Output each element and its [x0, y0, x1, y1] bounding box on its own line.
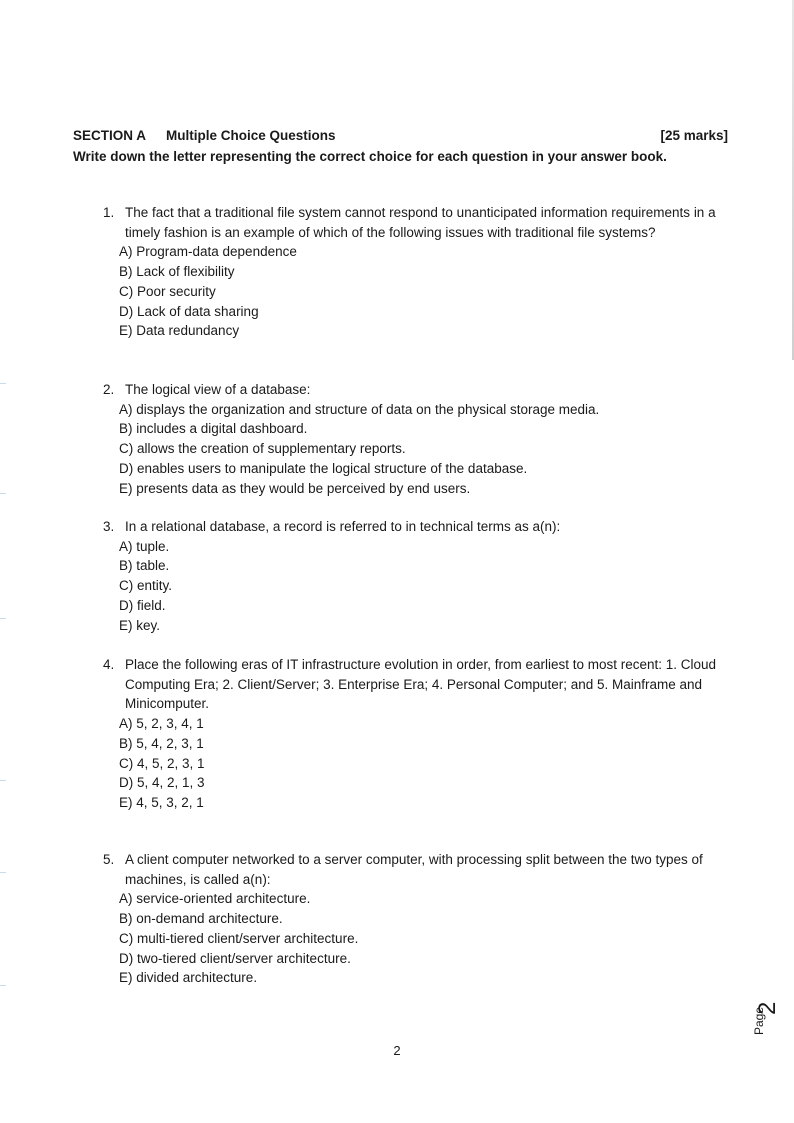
question-text: In a relational database, a record is referred to in technical terms as a(n):	[125, 519, 561, 534]
question-number: 2.	[103, 382, 115, 397]
option-b: B) 5, 4, 2, 3, 1	[119, 735, 204, 751]
option-c: C) allows the creation of supplementary reports.	[119, 441, 406, 457]
option-a: A) Program-data dependence	[119, 244, 297, 260]
option-d: D) enables users to manipulate the logical structure of the database.	[119, 460, 528, 476]
option-list	[119, 714, 733, 813]
option-e: E) key.	[119, 617, 161, 633]
option-c: C) entity.	[119, 578, 173, 594]
option-e: E) Data redundancy	[119, 323, 240, 339]
option-c: C) multi-tiered client/server architecture.	[119, 930, 359, 946]
question-text: The logical view of a database:	[125, 382, 311, 397]
option-b: B) on-demand architecture.	[119, 911, 283, 927]
question-number: 3.	[103, 519, 115, 534]
option-d: D) field.	[119, 597, 166, 613]
question-3	[103, 517, 733, 635]
option-d: D) Lack of data sharing	[119, 303, 259, 319]
section-label: SECTION A	[73, 128, 147, 143]
page-stamp	[744, 995, 784, 1043]
option-a: A) displays the organization and structure of data on the physical storage media.	[119, 401, 600, 417]
option-e: E) presents data as they would be perceived by end users.	[119, 480, 471, 496]
option-list	[119, 889, 733, 988]
option-a: A) service-oriented architecture.	[119, 891, 311, 907]
section-heading-row	[73, 126, 728, 146]
option-e: E) divided architecture.	[119, 970, 258, 986]
question-number: 4.	[103, 657, 115, 672]
section-heading	[73, 126, 336, 146]
section-header	[73, 126, 728, 167]
option-b: B) Lack of flexibility	[119, 264, 235, 280]
option-c: C) 4, 5, 2, 3, 1	[119, 755, 205, 771]
question-number: 5.	[103, 852, 115, 867]
section-marks: [25 marks]	[660, 128, 728, 143]
option-d: D) two-tiered client/server architecture.	[119, 950, 351, 966]
option-list	[119, 400, 733, 499]
option-a: A) 5, 2, 3, 4, 1	[119, 716, 204, 732]
page-stamp-number: 2	[754, 1001, 781, 1015]
option-list	[119, 537, 733, 636]
question-text: The fact that a traditional file system cannot respond to unanticipated information requirements in a timely fashion is an example of which of the following issues with traditional file systems?	[125, 205, 716, 240]
option-d: D) 5, 4, 2, 1, 3	[119, 775, 205, 791]
option-e: E) 4, 5, 3, 2, 1	[119, 794, 204, 810]
option-b: B) includes a digital dashboard.	[119, 421, 308, 437]
option-list	[119, 242, 733, 341]
question-number: 1.	[103, 205, 115, 220]
question-5	[103, 850, 733, 988]
option-c: C) Poor security	[119, 283, 216, 299]
question-2	[103, 380, 733, 498]
option-a: A) tuple.	[119, 538, 170, 554]
page-stamp-word: Page	[752, 1006, 766, 1035]
question-text: Place the following eras of IT infrastructure evolution in order, from earliest to most recent: 1. Cloud Computing Era; 2. Client/Server; 3. Enterprise Era; 4. Personal Computer; and 5. Mainframe and Minicomputer.	[125, 657, 717, 712]
instruction-text: Write down the letter representing the correct choice for each question in your answer book.	[73, 149, 667, 164]
option-b: B) table.	[119, 558, 170, 574]
section-title: Multiple Choice Questions	[166, 128, 336, 143]
page-number: 2	[393, 1043, 401, 1058]
question-4	[103, 655, 733, 813]
question-1	[103, 203, 733, 341]
question-text: A client computer networked to a server computer, with processing split between the two types of machines, is called a(n):	[125, 852, 703, 887]
